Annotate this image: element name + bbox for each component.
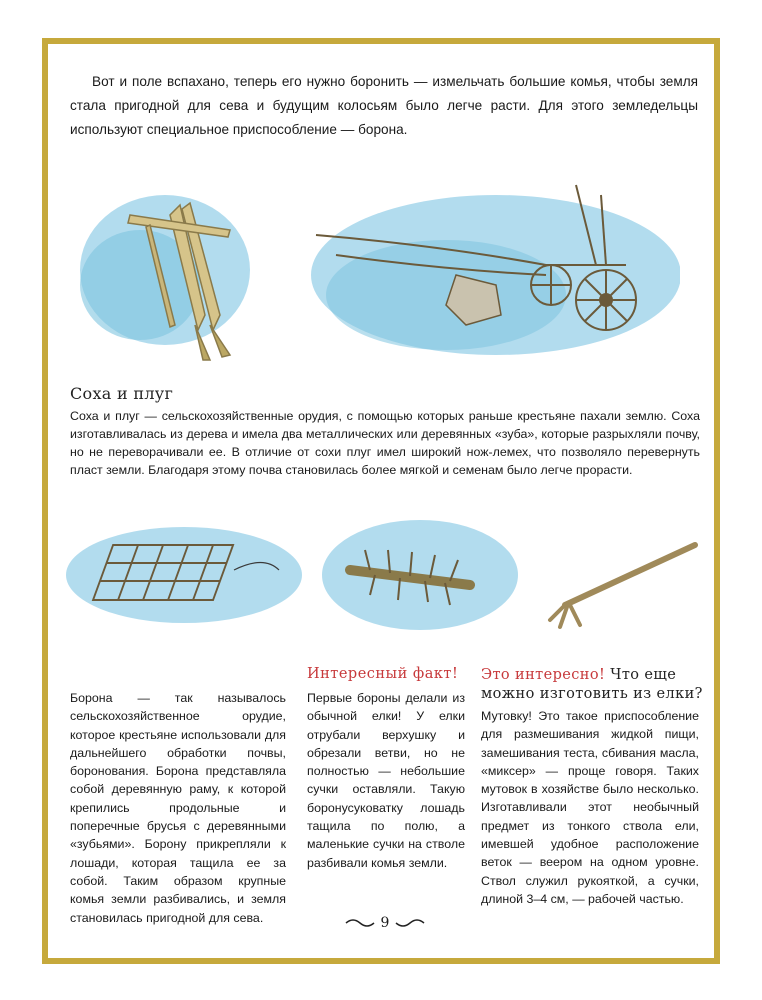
mutovka-illustration bbox=[545, 535, 705, 635]
intro-paragraph: Вот и поле вспахано, теперь его нужно боронить — измельчать большие комья, чтобы земля стала пригодной для сева и будущим колосьям было легче расти. Для этого земледельцы используют специальное приспособление — борона. bbox=[70, 74, 698, 137]
page-number bbox=[345, 915, 425, 933]
soha-paragraph: Соха и плуг — сельскохозяйственные орудия, с помощью которых раньше крестьяне пахали землю. Соха изготавливалась из дерева и имела два металлических или деревянных «зуба», которые разрыхляли почву, но не переворачивали ее. В отличие от сохи плуг имел широкий нож-лемех, что позволяло перевернуть пласт земли. Благодаря этому почва становилась более мягкой и семенам было легче прорасти. bbox=[70, 409, 700, 477]
borona-paragraph: Борона — так называлось сельскохозяйственное орудие, которое крестьяне использовали для дальнейшего обработки почвы, боронования. Борона представляла собой деревянную раму, к которой крепились продольные и поперечные брусья с деревянными «зубьями». Борону прикрепляли к лошади, которая тащила ее за собой. Таким образом крупные комья земли разбивались, и земля становилась пригодной для сева. bbox=[70, 691, 286, 925]
soha-heading: Соха и плуг bbox=[70, 384, 174, 403]
spruce-harrow-illustration bbox=[320, 510, 520, 635]
interesting-question: Что еще можно изготовить из елки? bbox=[481, 667, 703, 702]
interesting-red-label: Это интересно! bbox=[481, 667, 606, 683]
fact-paragraph: Первые бороны делали из обычной елки! У елки отрубали верхушку и обрезали ветви, но не полностью — небольшие сучки оставляли. Такую боронусуковатку лошадь тащила по полю, а маленькие сучки на стволе разбивали комья земли. bbox=[307, 691, 465, 870]
fact-title: Интересный факт! bbox=[307, 666, 459, 682]
interesting-paragraph: Мутовку! Это такое приспособление для размешивания жидкой пищи, замешивания теста, сбивания масла, «миксер» — проще говоря. Таких мутовок в хозяйстве было несколько. Изготавливали этот необычный предмет из тонкого ствола ели, имевшей удобное расположение веток — веером на одном уровне. Ствол служил рукояткой, а сучки, длиной 3–4 см, — рабочей частью. bbox=[481, 709, 699, 906]
soha-illustration bbox=[70, 175, 250, 365]
page-number-text: 9 bbox=[380, 915, 390, 931]
interesting-title bbox=[481, 666, 703, 704]
plough-illustration bbox=[296, 175, 680, 365]
ornament-right-icon bbox=[395, 917, 425, 929]
ornament-left-icon bbox=[345, 917, 375, 929]
harrow-illustration bbox=[64, 515, 304, 625]
